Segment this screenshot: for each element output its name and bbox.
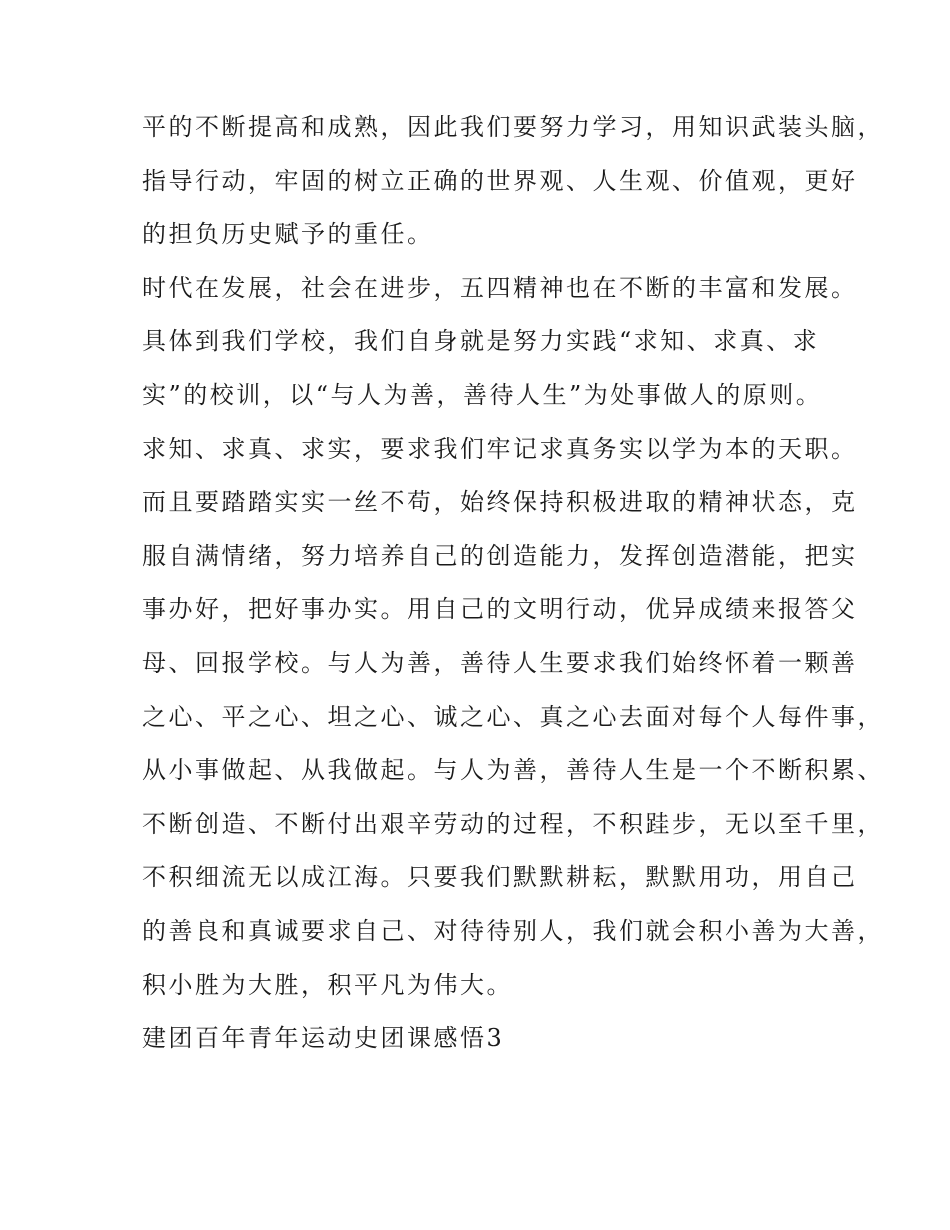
text-line: 服自满情绪，努力培养自己的创造能力，发挥创造潜能，把实 bbox=[142, 541, 858, 570]
text-line: 具体到我们学校，我们自身就是努力实践“求知、求真、求 bbox=[142, 327, 820, 356]
text-line: 平的不断提高和成熟，因此我们要努力学习，用知识武装头脑， bbox=[142, 113, 884, 141]
text-line: 指导行动，牢固的树立正确的世界观、人生观、价值观，更好 bbox=[142, 166, 858, 195]
text-line: 的担负历史赋予的重任。 bbox=[142, 220, 434, 249]
text-line: 求知、求真、求实，要求我们牢记求真务实以学为本的天职。 bbox=[142, 434, 858, 463]
text-line: 不积细流无以成江海。只要我们默默耕耘，默默用功，用自己 bbox=[142, 863, 858, 892]
text-line: 积小胜为大胜，积平凡为伟大。 bbox=[142, 970, 513, 999]
section-heading: 建团百年青年运动史团课感悟3 bbox=[142, 1024, 505, 1053]
text-line: 母、回报学校。与人为善，善待人生要求我们始终怀着一颗善 bbox=[142, 648, 858, 677]
text-line: 从小事做起、从我做起。与人为善，善待人生是一个不断积累、 bbox=[142, 756, 884, 785]
text-line: 事办好，把好事办实。用自己的文明行动，优异成绩来报答父 bbox=[142, 595, 858, 624]
text-line: 不断创造、不断付出艰辛劳动的过程，不积跬步，无以至千里， bbox=[142, 809, 884, 838]
text-line: 时代在发展，社会在进步，五四精神也在不断的丰富和发展。 bbox=[142, 273, 858, 302]
text-line: 而且要踏踏实实一丝不苟，始终保持积极进取的精神状态，克 bbox=[142, 488, 858, 517]
text-line: 之心、平之心、坦之心、诚之心、真之心去面对每个人每件事， bbox=[142, 702, 884, 731]
body-text bbox=[142, 101, 884, 1066]
text-line: 的善良和真诚要求自己、对待待别人，我们就会积小善为大善， bbox=[142, 916, 884, 945]
text-line: 实”的校训，以“与人为善，善待人生”为处事做人的原则。 bbox=[142, 380, 823, 409]
